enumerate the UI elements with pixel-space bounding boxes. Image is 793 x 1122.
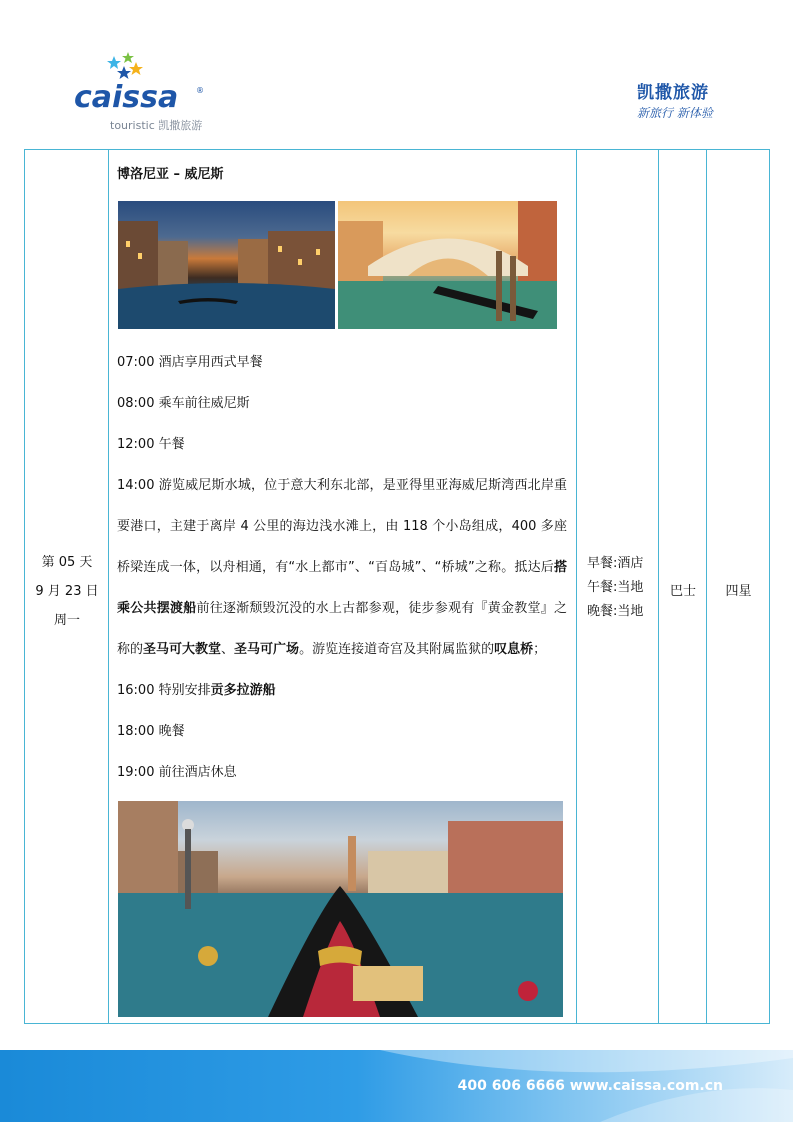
para-bold: 圣马可大教堂 bbox=[143, 642, 222, 657]
para-bold: 圣马可广场 bbox=[234, 642, 300, 657]
para-text: 、 bbox=[221, 642, 235, 657]
meal-column bbox=[577, 150, 659, 1023]
meal-breakfast: 早餐:酒店 bbox=[587, 556, 644, 571]
list-item bbox=[117, 670, 567, 711]
meal-dinner: 晚餐:当地 bbox=[587, 604, 644, 619]
para-text: 。游览连接道奇宫及其附属监狱的 bbox=[299, 642, 495, 657]
list-item bbox=[117, 752, 567, 793]
list-item bbox=[117, 424, 567, 465]
item-time: 07:00 bbox=[117, 355, 155, 370]
brand-subtitle: touristic 凯撒旅游 bbox=[110, 119, 203, 132]
para-text: ； bbox=[533, 642, 547, 657]
day-date: 9 月 23 日 bbox=[35, 584, 99, 599]
schedule-list bbox=[117, 342, 567, 793]
hotel-column bbox=[707, 150, 770, 1023]
item-text: 16:00 特别安排 bbox=[117, 683, 211, 698]
venice-description bbox=[117, 465, 567, 670]
transport-column bbox=[659, 150, 707, 1023]
list-item bbox=[117, 711, 567, 752]
item-time: 12:00 bbox=[117, 437, 155, 452]
transport-cell: 巴士 bbox=[669, 584, 696, 599]
gondola-grand-canal-photo bbox=[118, 801, 563, 1017]
item-text: 酒店享用西式早餐 bbox=[154, 355, 263, 370]
para-bold: 搭乘公共摆渡船 bbox=[117, 560, 567, 616]
venice-canal-night-photo bbox=[118, 201, 335, 329]
route-title: 博洛尼亚 – 威尼斯 bbox=[117, 167, 224, 182]
day-weekday: 周一 bbox=[53, 613, 80, 628]
slogan: 新旅行 新体验 bbox=[637, 106, 713, 120]
brand-wordmark: caissa bbox=[74, 80, 179, 115]
para-text: 前往逐渐颓毁沉没的水上古都参观，徒步参观有『黄金教堂』之称的 bbox=[117, 601, 567, 657]
day-column bbox=[25, 150, 109, 1023]
list-item bbox=[117, 383, 567, 424]
item-text: 18:00 晚餐 bbox=[117, 724, 185, 739]
caissa-logo bbox=[74, 52, 224, 134]
item-bold: 贡多拉游船 bbox=[210, 683, 276, 698]
registered-mark: ® bbox=[196, 86, 204, 95]
para-text: 14:00 游览威尼斯水城，位于意大利东北部，是亚得里亚海威尼斯湾西北岸重要港口，主建于离岸 4 公里的海边浅水滩上，由 118 个小岛组成，400 多座桥梁连成一体，以舟相通，有“水上都市”、“百岛城”、“桥城”之称。抵达后 bbox=[117, 478, 567, 575]
day-cell bbox=[25, 548, 109, 635]
para-bold: 叹息桥 bbox=[494, 642, 534, 657]
item-text: 前往酒店休息 bbox=[154, 765, 237, 780]
schedule-column bbox=[109, 150, 577, 1023]
item-text: 午餐 bbox=[154, 437, 185, 452]
meal-lunch: 午餐:当地 bbox=[587, 580, 644, 595]
footer-contact: 400 606 6666 www.caissa.com.cn bbox=[457, 1078, 723, 1094]
brand-cn: 凯撒旅游 bbox=[637, 83, 709, 103]
meal-cell bbox=[587, 552, 643, 624]
itinerary-table bbox=[24, 149, 770, 1024]
hotel-cell: 四星 bbox=[725, 584, 752, 599]
day-number: 第 05 天 bbox=[41, 555, 93, 570]
footer-banner bbox=[0, 1050, 793, 1122]
list-item bbox=[117, 342, 567, 383]
item-text: 乘车前往威尼斯 bbox=[154, 396, 250, 411]
item-time: 19:00 bbox=[117, 765, 155, 780]
rialto-bridge-photo bbox=[338, 201, 557, 329]
item-time: 08:00 bbox=[117, 396, 155, 411]
caissa-cn-logo bbox=[637, 78, 737, 118]
